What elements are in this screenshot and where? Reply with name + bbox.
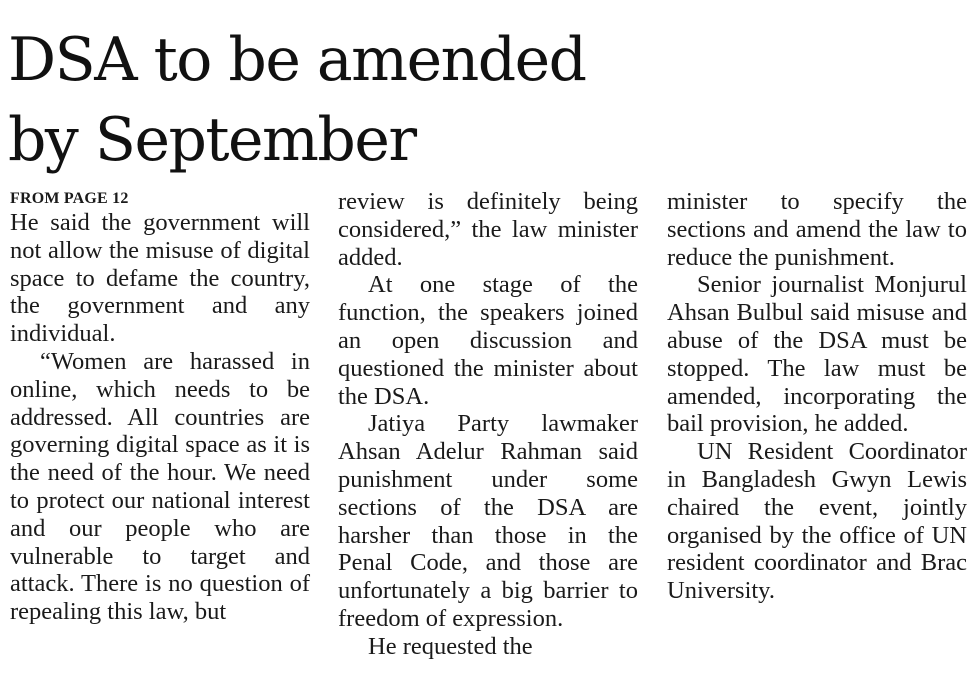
article-column-2	[338, 188, 638, 661]
paragraph: At one stage of the function, the speakers joined an open discussion and questioned the minister about the DSA.	[338, 271, 638, 410]
paragraph: “Women are harassed in online, which needs to be addressed. All countries are governing digital space as it is the need of the hour. We need to protect our national interest and our people who are vulnerable to target and attack. There is no question of repealing this law, but	[10, 347, 310, 626]
headline-line-1: DSA to be amended	[8, 25, 586, 95]
paragraph: Jatiya Party lawmaker Ahsan Adelur Rahman said punishment under some sections of the DSA are harsher than those in the Penal Code, and those are unfortunately a big barrier to freedom of expression.	[338, 410, 638, 632]
article-column-1	[10, 188, 310, 626]
paragraph: He requested the	[368, 632, 533, 660]
jump-label: FROM PAGE 12	[10, 190, 129, 207]
paragraph: review is definitely being considered,” the law minister added.	[338, 188, 638, 271]
paragraph: He said the government will not allow the misuse of digital space to defame the country, the government and any individual.	[10, 209, 310, 348]
paragraph: Senior journalist Monjurul Ahsan Bulbul said misuse and abuse of the DSA must be stopped. The law must be amended, incorporating the bail provision, he added.	[667, 271, 967, 438]
headline	[8, 20, 586, 180]
headline-line-2: by September	[8, 105, 416, 175]
paragraph: minister to specify the sections and amend the law to reduce the punishment.	[667, 188, 967, 271]
article-column-3	[667, 188, 967, 605]
paragraph: UN Resident Coordinator in Bangladesh Gwyn Lewis chaired the event, jointly organised by the office of UN resident coordinator and Brac University.	[667, 438, 967, 605]
